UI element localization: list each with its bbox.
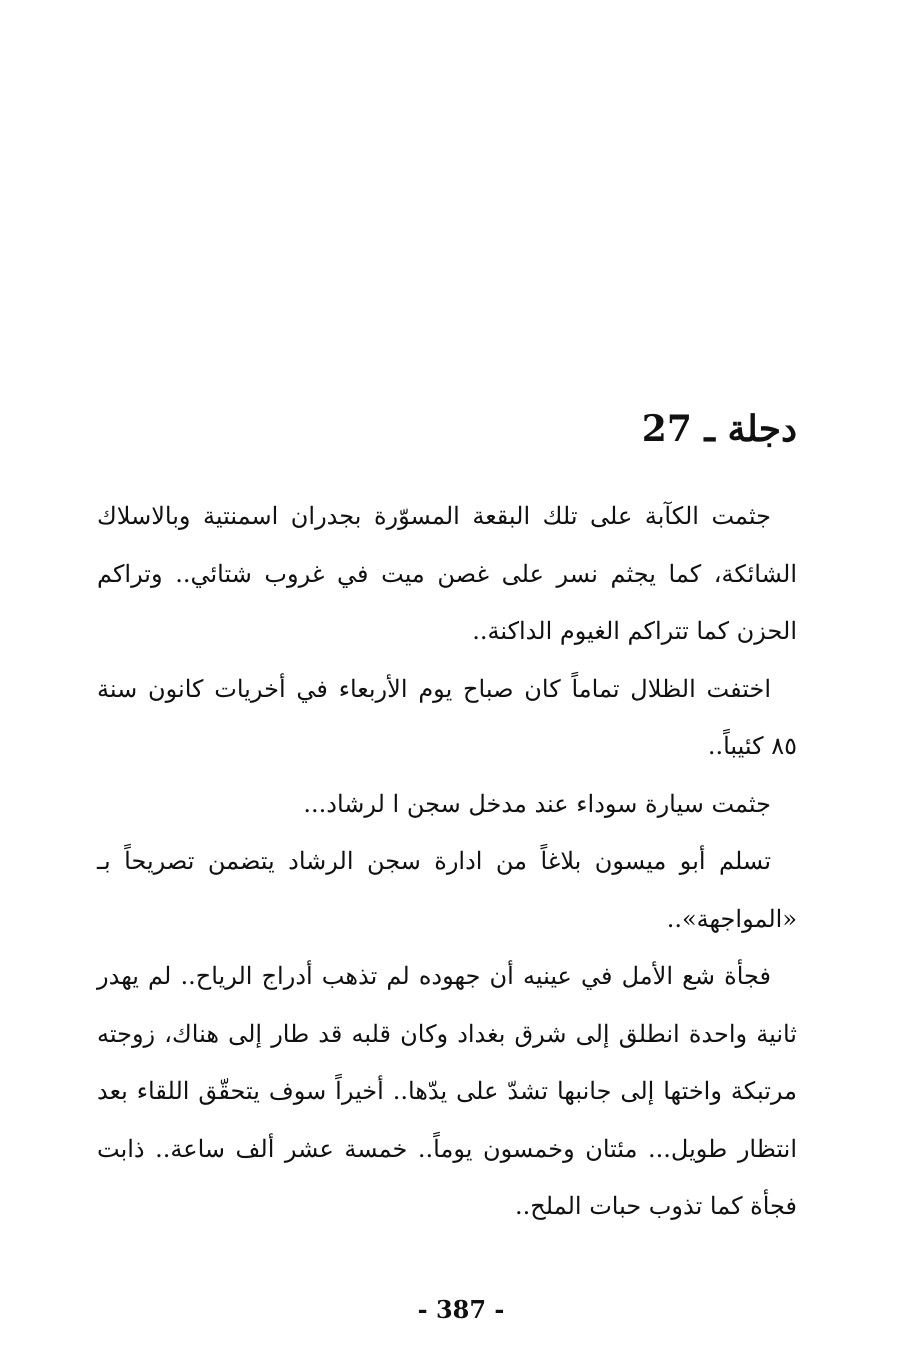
paragraph: اختفت الظلال تماماً كان صباح يوم الأربعاء في أخريات كانون سنة ٨٥ كئيباً.. — [97, 674, 797, 760]
paragraph: جثمت سيارة سوداء عند مدخل سجن ا لرشاد... — [303, 789, 771, 818]
chapter-title: دجلة ـ 27 — [641, 408, 797, 450]
page-number: - 387 - — [417, 1295, 505, 1324]
paragraph: تسلم أبو ميسون بلاغاً من ادارة سجن الرشاد يتضمن تصريحاً بـ «المواجهة».. — [97, 847, 797, 933]
paragraph: جثمت الكآبة على تلك البقعة المسوّرة بجدران اسمنتية وبالاسلاك الشائكة، كما يجثم نسر على غصن ميت في غروب شتائي.. وتراكم الحزن كما تتراكم الغيوم الداكنة.. — [97, 502, 797, 645]
body-text — [97, 488, 797, 1236]
paragraph: فجأة شع الأمل في عينيه أن جهوده لم تذهب أدراج الرياح.. لم يهدر ثانية واحدة انطلق إلى شرق بغداد وكان قلبه قد طار إلى هناك، زوجته مرتبكة واختها إلى جانبها تشدّ على يدّها.. أخيراً سوف يتحقّق اللقاء بعد انتظار طويل... مئتان وخمسون يوماً.. خمسة عشر ألف ساعة.. ذابت فجأة كما تذوب حبات الملح.. — [97, 962, 797, 1220]
